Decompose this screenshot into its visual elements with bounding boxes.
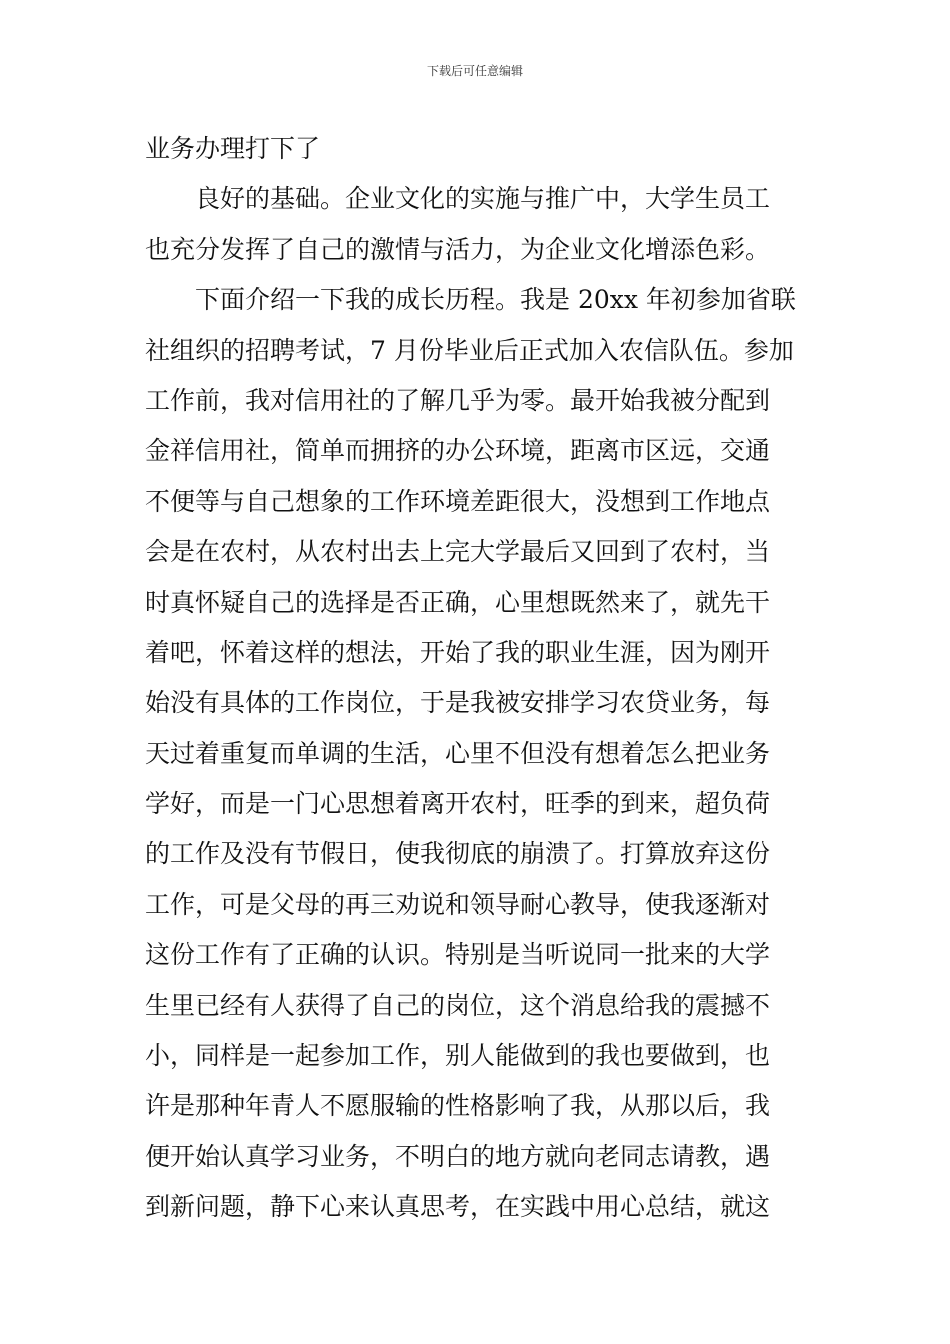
page-header: 下载后可任意编辑 [426, 64, 523, 78]
text-line: 金祥信用社，简单而拥挤的办公环境，距离市区远，交通 [145, 436, 771, 466]
text-line: 工作，可是父母的再三劝说和领导耐心教导，使我逐渐对 [145, 889, 771, 919]
text-line: 不便等与自己想象的工作环境差距很大，没想到工作地点 [145, 486, 771, 516]
text-line: 的工作及没有节假日，使我彻底的崩溃了。打算放弃这份 [145, 839, 771, 869]
text-line: 这份工作有了正确的认识。特别是当听说同一批来的大学 [145, 940, 771, 970]
text-line: 到新问题，静下心来认真思考，在实践中用心总结，就这 [145, 1192, 771, 1222]
text-line: 社组织的招聘考试，7 月份毕业后正式加入农信队伍。参加 [145, 335, 794, 365]
text-line: 会是在农村，从农村出去上完大学最后又回到了农村，当 [145, 537, 771, 567]
text-line: 始没有具体的工作岗位，于是我被安排学习农贷业务，每 [145, 688, 771, 718]
document-body [145, 124, 807, 1233]
text-line: 业务办理打下了 [145, 134, 321, 163]
text-line: 工作前，我对信用社的了解几乎为零。最开始我被分配到 [145, 385, 771, 415]
text-line: 下面介绍一下我的成长历程。我是 20xx 年初参加省联 [145, 285, 796, 315]
text-line: 也充分发挥了自己的激情与活力，为企业文化增添色彩。 [145, 234, 771, 264]
text-line: 天过着重复而单调的生活，心里不但没有想着怎么把业务 [145, 738, 771, 768]
text-line: 时真怀疑自己的选择是否正确，心里想既然来了，就先干 [145, 587, 771, 617]
text-line: 着吧，怀着这样的想法，开始了我的职业生涯，因为刚开 [145, 637, 771, 667]
text-line: 生里已经有人获得了自己的岗位，这个消息给我的震撼不 [145, 990, 771, 1020]
text-line: 许是那种年青人不愿服输的性格影响了我，从那以后，我 [145, 1091, 771, 1121]
text-line: 便开始认真学习业务，不明白的地方就向老同志请教，遇 [145, 1141, 771, 1171]
text-line: 学好，而是一门心思想着离开农村，旺季的到来，超负荷 [145, 789, 771, 819]
text-line: 良好的基础。企业文化的实施与推广中，大学生员工 [145, 184, 771, 214]
text-line: 小，同样是一起参加工作，别人能做到的我也要做到，也 [145, 1041, 771, 1071]
